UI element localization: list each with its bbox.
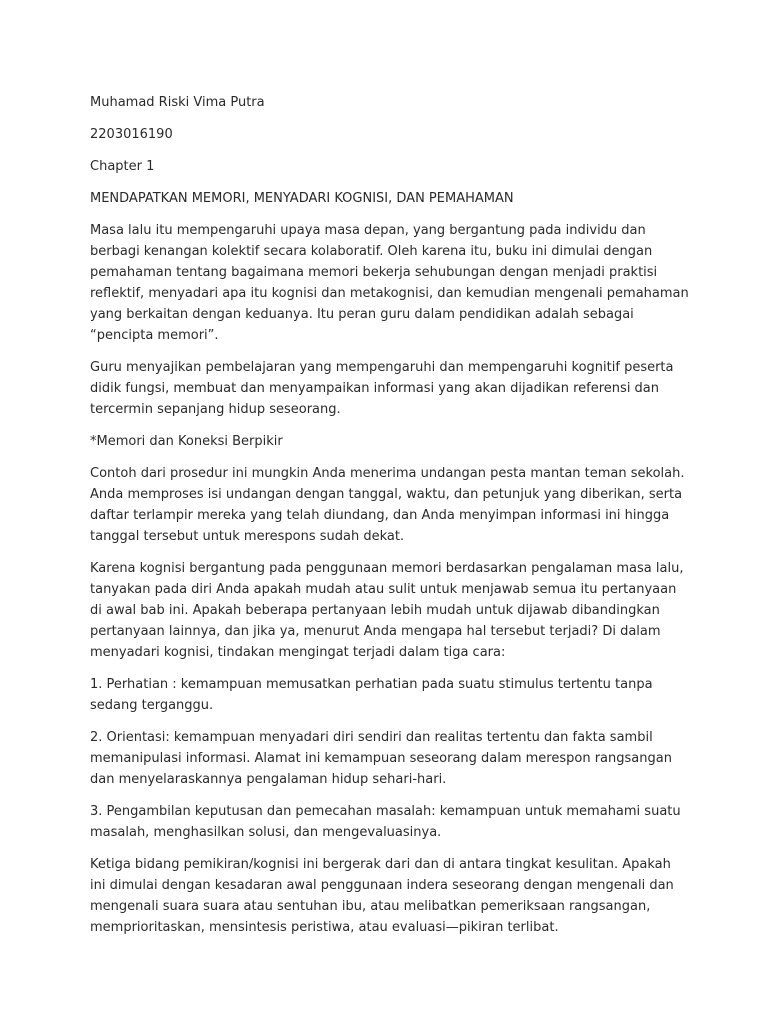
author-name: Muhamad Riski Vima Putra — [90, 95, 265, 110]
paragraph-intro: Masa lalu itu mempengaruhi upaya masa depan, yang bergantung pada individu dan berbagi kenangan kolektif secara kolaboratif. Oleh karena itu, buku ini dimulai dengan pemahaman tentang bagaimana memori bekerja sehubungan dengan menjadi praktisi reflektif, menyadari apa itu kognisi dan metakognisi, dan kemudian mengenali pemahaman yang berkaitan dengan keduanya. Itu peran guru dalam pendidikan adalah sebagai “pencipta memori”. — [90, 223, 689, 343]
paragraph-example: Contoh dari prosedur ini mungkin Anda menerima undangan pesta mantan teman sekolah. Anda memproses isi undangan dengan tanggal, waktu, dan petunjuk yang diberikan, serta daftar terlampir mereka yang telah diundang, dan Anda menyimpan informasi ini hingga tanggal tersebut untuk merespons sudah dekat. — [90, 466, 685, 544]
list-item-orientation: 2. Orientasi: kemampuan menyadari diri sendiri dan realitas tertentu dan fakta sambil memanipulasi informasi. Alamat ini kemampuan seseorang dalam merespon rangsangan dan menyelaraskannya pengalaman hidup sehari-hari. — [90, 730, 672, 787]
list-item-decision: 3. Pengambilan keputusan dan pemecahan masalah: kemampuan untuk memahami suatu masalah, menghasilkan solusi, dan mengevaluasinya. — [90, 804, 681, 840]
paragraph-teacher: Guru menyajikan pembelajaran yang mempengaruhi dan mempengaruhi kognitif peserta didik fungsi, membuat dan menyampaikan informasi yang akan dijadikan referensi dan tercermin sepanjang hidup seseorang. — [90, 360, 674, 417]
list-item-attention: 1. Perhatian : kemampuan memusatkan perhatian pada suatu stimulus tertentu tanpa sedang terganggu. — [90, 677, 653, 713]
chapter-label: Chapter 1 — [90, 159, 155, 174]
paragraph-cognition: Karena kognisi bergantung pada penggunaan memori berdasarkan pengalaman masa lalu, tanyakan pada diri Anda apakah mudah atau sulit untuk menjawab semua itu pertanyaan di awal bab ini. Apakah beberapa pertanyaan lebih mudah untuk dijawab dibandingkan pertanyaan lainnya, dan jika ya, menurut Anda mengapa hal tersebut terjadi? Di dalam menyadari kognisi, tindakan mengingat terjadi dalam tiga cara: — [90, 561, 684, 660]
student-id: 2203016190 — [90, 127, 173, 142]
section-heading: *Memori dan Koneksi Berpikir — [90, 434, 283, 449]
document-page — [90, 92, 690, 949]
document-title: MENDAPATKAN MEMORI, MENYADARI KOGNISI, DAN PEMAHAMAN — [90, 191, 514, 206]
paragraph-closing: Ketiga bidang pemikiran/kognisi ini bergerak dari dan di antara tingkat kesulitan. Apakah ini dimulai dengan kesadaran awal penggunaan indera seseorang dengan mengenali dan mengenali suara suara atau sentuhan ibu, atau melibatkan pemeriksaan rangsangan, memprioritaskan, mensintesis peristiwa, atau evaluasi—pikiran terlibat. — [90, 857, 674, 935]
